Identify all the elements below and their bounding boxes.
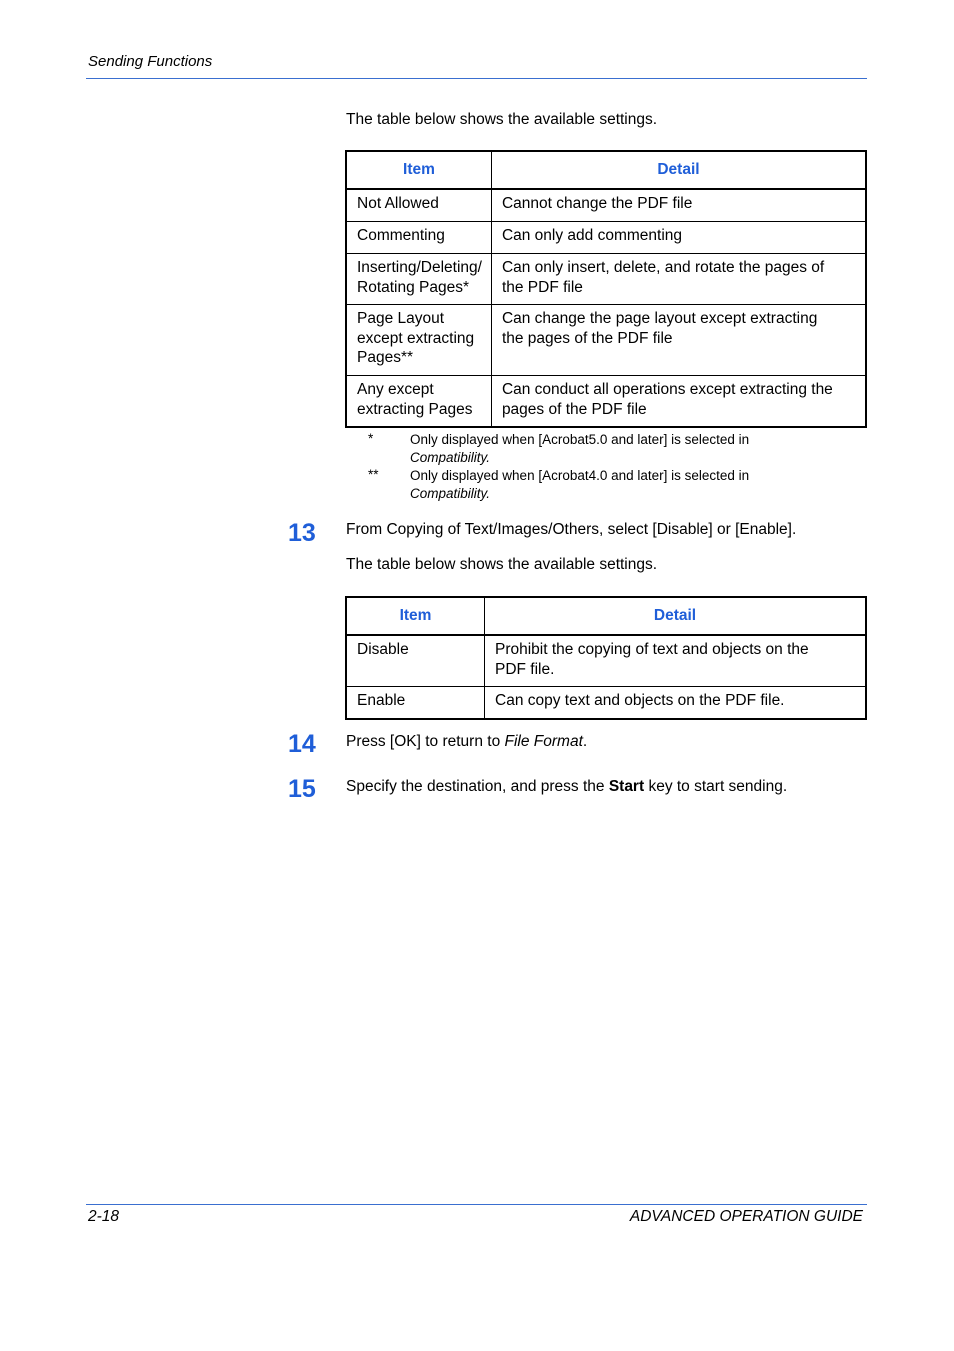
table-cell-detail: Prohibit the copying of text and objects on the PDF file. (485, 635, 867, 687)
table-cell-item: Page Layout except extracting Pages** (346, 305, 491, 376)
table-row (346, 254, 866, 305)
step-15-text (346, 778, 787, 796)
column-header-item: Item (346, 151, 491, 189)
page-number: 2-18 (88, 1208, 120, 1225)
table-cell-detail: Can conduct all operations except extracting the pages of the PDF file (491, 376, 866, 428)
step-15-lead: Specify the destination, and press the (346, 778, 609, 795)
running-header: Sending Functions (88, 53, 213, 70)
guide-title: ADVANCED OPERATION GUIDE (629, 1208, 863, 1225)
step-14-text (346, 733, 587, 751)
step-15-trail: key to start sending. (644, 778, 788, 795)
table-row (346, 222, 866, 254)
intro-paragraph-1: The table below shows the available settings. (346, 111, 658, 128)
intro-paragraph-2: The table below shows the available settings. (346, 556, 658, 573)
table-cell-item: Disable (357, 641, 409, 658)
step-number-14: 14 (288, 730, 316, 758)
table-cell-item: Not Allowed (357, 195, 439, 212)
table-cell-item: Any except extracting Pages (346, 376, 491, 428)
table-row (346, 687, 866, 720)
table-cell-detail: Cannot change the PDF file (491, 189, 866, 222)
table-header-row (346, 597, 866, 635)
column-header-item: Item (346, 597, 485, 635)
footnote-text: Only displayed when [Acrobat4.0 and later] is selected in (410, 468, 750, 483)
footnote-mark: * (368, 431, 374, 446)
column-header-detail: Detail (491, 151, 866, 189)
footer-rule (86, 1204, 867, 1205)
step-14-trail: . (582, 733, 588, 750)
step-14-italic: File Format (504, 733, 583, 750)
footnote-italic: Compatibility. (410, 485, 491, 501)
step-14-lead: Press [OK] to return to (346, 733, 505, 750)
header-rule (86, 78, 867, 79)
table-cell-item: Enable (346, 687, 485, 720)
table-row (346, 189, 866, 222)
copying-settings-table (345, 596, 867, 720)
table-cell-item: Inserting/Deleting/ Rotating Pages* (346, 254, 491, 305)
table-cell-detail: Can change the page layout except extracting the pages of the PDF file (491, 305, 866, 376)
table-row (346, 376, 866, 428)
column-header-detail: Detail (485, 597, 867, 635)
table-header-row (346, 151, 866, 189)
footnote-mark: ** (368, 467, 379, 482)
footnote-italic: Compatibility. (410, 449, 491, 465)
step-number-13: 13 (288, 519, 316, 547)
table-cell-item: Commenting (346, 222, 491, 254)
table-cell-detail: Can copy text and objects on the PDF file. (485, 687, 867, 720)
footnote-text: Only displayed when [Acrobat5.0 and later] is selected in (410, 432, 750, 447)
step-13-text: From Copying of Text/Images/Others, select [Disable] or [Enable]. (346, 521, 797, 538)
table-cell-detail: Can only add commenting (491, 222, 866, 254)
table-row (346, 305, 866, 376)
step-15-bold: Start (608, 778, 645, 795)
table-row (346, 635, 866, 687)
step-number-15: 15 (288, 775, 316, 803)
security-settings-table (345, 150, 867, 428)
table-cell-detail: Can only insert, delete, and rotate the pages of the PDF file (491, 254, 866, 305)
